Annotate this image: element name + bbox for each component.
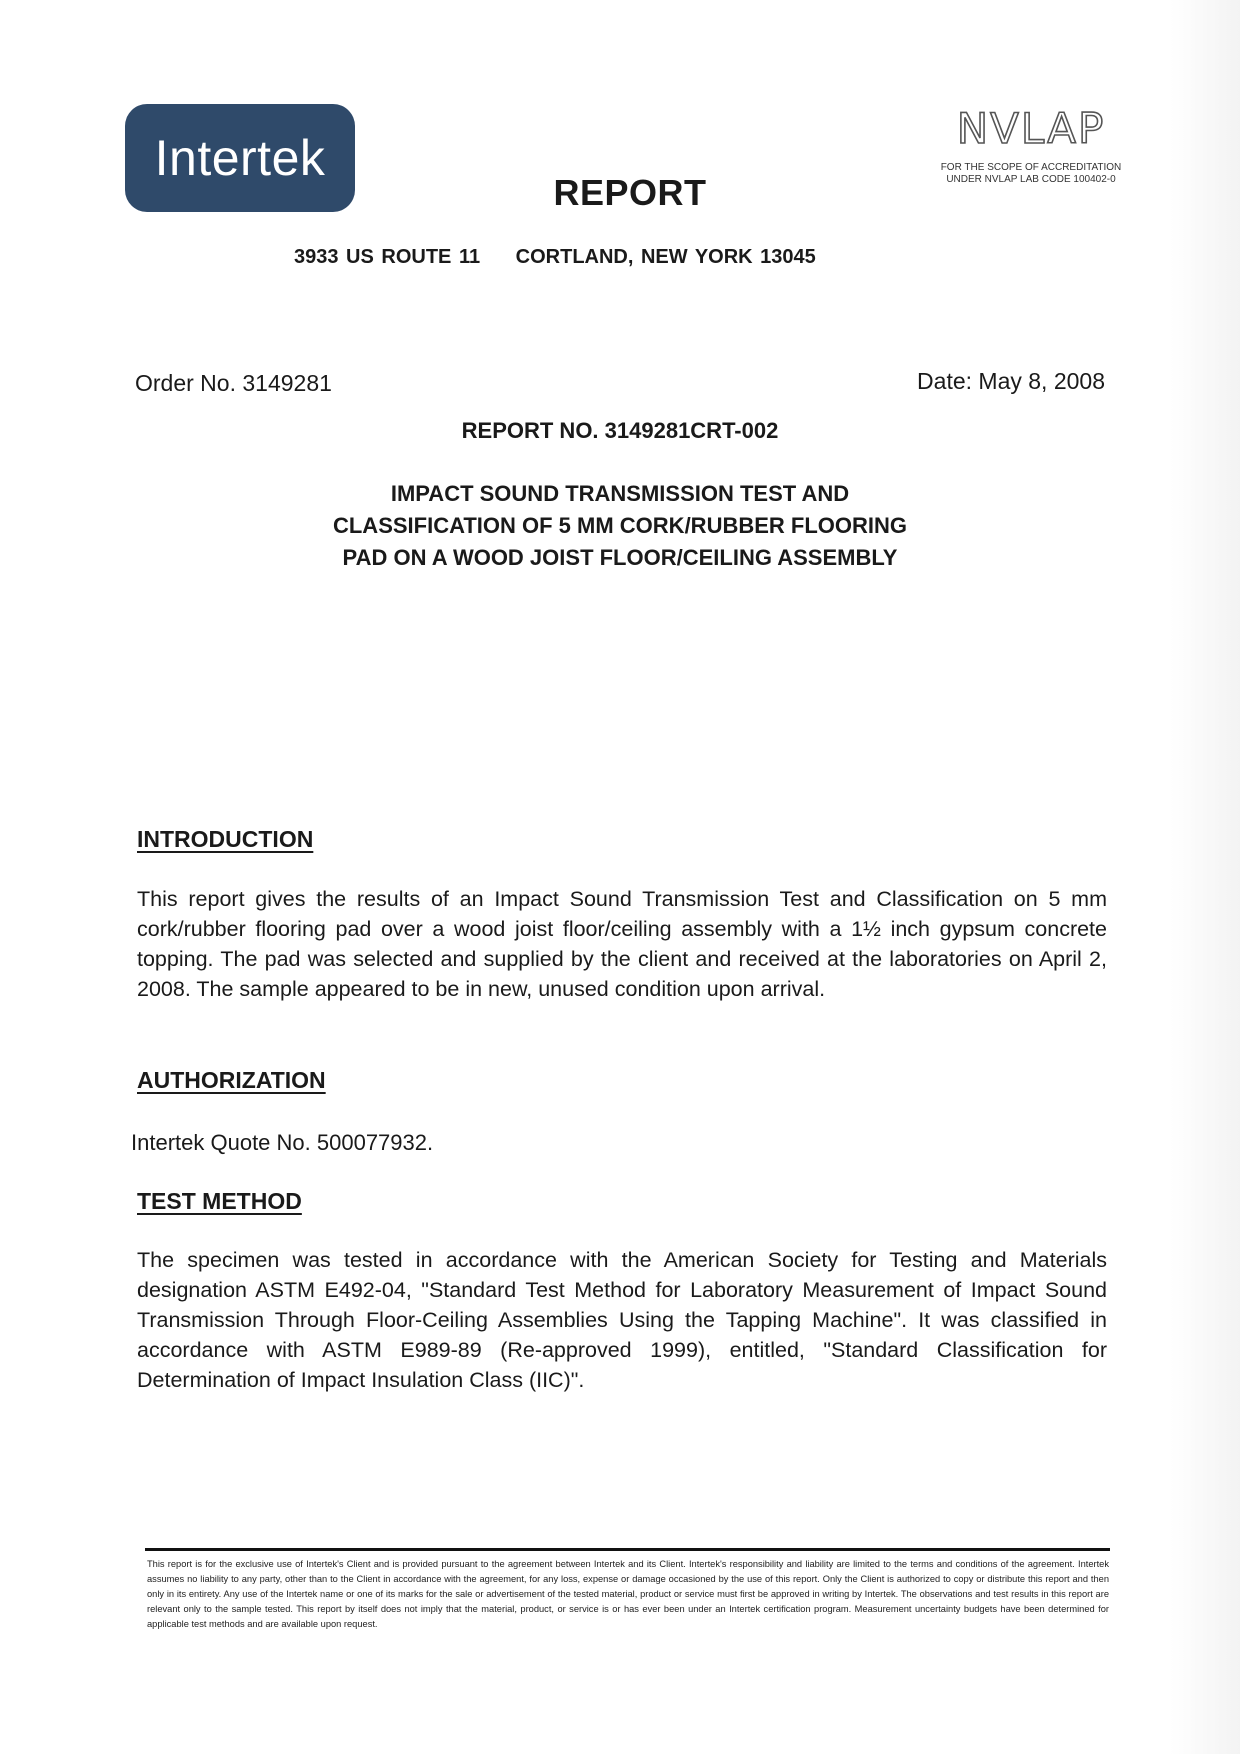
nvlap-accreditation <box>926 104 1136 186</box>
order-number: Order No. 3149281 <box>135 370 332 396</box>
introduction-heading: INTRODUCTION <box>137 826 314 852</box>
accreditation-text: FOR THE SCOPE OF ACCREDITATION UNDER NVLAP LAB CODE 100402-0 <box>940 162 1122 185</box>
authorization-heading: AUTHORIZATION <box>137 1067 326 1093</box>
address-city: CORTLAND, NEW YORK 13045 <box>515 246 816 268</box>
intertek-logo <box>125 104 355 212</box>
authorization-text: Intertek Quote No. 500077932. <box>131 1130 434 1155</box>
report-heading: REPORT <box>553 172 707 213</box>
lab-address <box>294 246 816 269</box>
test-method-text: The specimen was tested in accordance with the American Society for Testing and Materials designation ASTM E492-04, "Standard Test Method for Laboratory Measurement of Impact Sound Transmission Through Floor-Ceiling Assemblies Using the Tapping Machine". It was classified in accordance with ASTM E989-89 (Re-approved 1999), entitled, "Standard Classification for Determination of Impact Insulation Class (IIC)". <box>137 1248 1107 1392</box>
page-edge-shadow <box>1170 0 1240 1754</box>
logo-text: Intertek <box>154 130 326 186</box>
report-date: Date: May 8, 2008 <box>917 368 1105 394</box>
footer-disclaimer: This report is for the exclusive use of Intertek's Client and is provided pursuant to the agreement between Intertek and its Client. Intertek's responsibility and liability are limited to the terms and conditions of the agreement. Intertek assumes no liability to any party, other than to the Client in accordance with the agreement, for any loss, expense or damage occasioned by the use of this report. Only the Client is authorized to copy or distribute this report and then only in its entirety. Any use of the Intertek name or one of its marks for the sale or advertisement of the tested material, product or service must first be approved in writing by Intertek. The observations and test results in this report are relevant only to the sample tested. This report by itself does not imply that the material, product, or service is or has ever been under an Intertek certification program. Measurement uncertainty budgets have been determined for applicable test methods and are available upon request. <box>147 1559 1109 1629</box>
introduction-text: This report gives the results of an Impact Sound Transmission Test and Classification on 5 mm cork/rubber flooring pad over a wood joist floor/ceiling assembly with a 1½ inch gypsum concrete topping. The pad was selected and supplied by the client and received at the laboratories on April 2, 2008. The sample appeared to be in new, unused condition upon arrival. <box>137 887 1107 1001</box>
address-street: 3933 US ROUTE 11 <box>294 246 481 268</box>
nvlap-logo: NVLAP <box>956 104 1106 153</box>
report-title <box>0 478 1240 574</box>
title-line: PAD ON A WOOD JOIST FLOOR/CEILING ASSEMBLY <box>342 545 898 570</box>
title-line: CLASSIFICATION OF 5 MM CORK/RUBBER FLOORING <box>332 513 908 538</box>
footer-divider <box>145 1548 1110 1551</box>
title-line: IMPACT SOUND TRANSMISSION TEST AND <box>390 481 850 506</box>
report-number: REPORT NO. 3149281CRT-002 <box>461 418 779 443</box>
test-method-heading: TEST METHOD <box>137 1188 302 1214</box>
